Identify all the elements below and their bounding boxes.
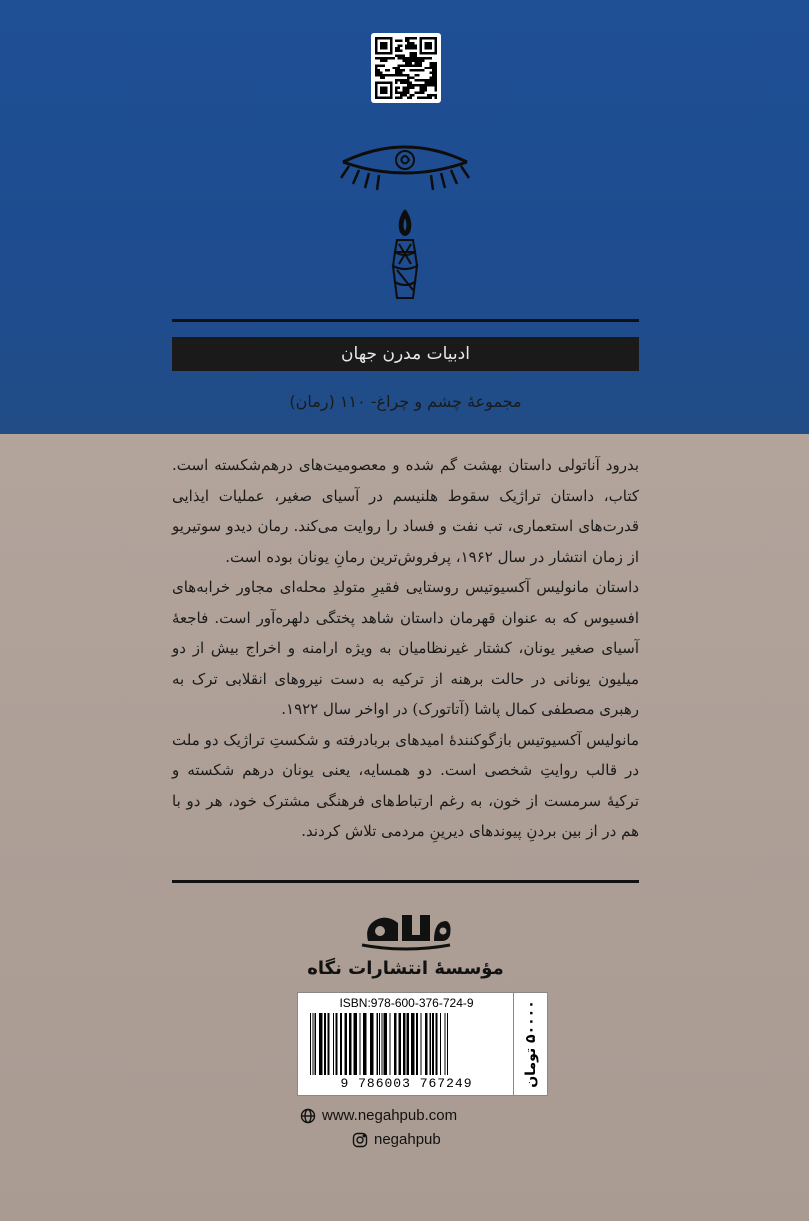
top-rule — [172, 319, 639, 322]
blurb — [172, 450, 639, 847]
blurb-paragraph: بدرود آناتولی داستان بهشت گم شده و معصومیت‌های درهم‌شکسته است. کتاب، داستان تراژیک سقوط هلنیسم در آسیای صغیر، عملیات ایذایی قدرت‌های استعماری، تب نفت و فساد را روایت می‌کند. رمان دیدو سوتیریو از زمان انتشار در سال ۱۹۶۲، پرفروش‌ترین رمانِ یونان بوده است. — [172, 456, 639, 566]
instagram-link[interactable] — [352, 1131, 572, 1148]
blurb-paragraph: مانولیس آکسیوتیس بازگوکنندهٔ امیدهای بربادرفته و شکستِ تراژیک دو ملت در قالب روایتِ شخصی است. دو همسایه، یعنی یونان درهم شکسته و ترکیهٔ سرمست از خون، به رغم ارتباط‌های فرهنگی مشترک خود، هر دو با هم در از بین بردنِ پیوندهای دیرینِ مردمی تلاش کردند. — [172, 730, 639, 840]
price: ۵۰۰۰۰ تومان — [522, 1000, 539, 1088]
instagram-icon — [352, 1132, 368, 1148]
barcode-digits: 9 786003 767249 — [340, 1076, 473, 1091]
series-banner-title: ادبیات مدرن جهان — [172, 337, 639, 371]
qr-code-icon[interactable] — [371, 33, 441, 103]
series-line: مجموعهٔ چشم و چراغ- ۱۱۰ (رمان) — [289, 392, 522, 411]
instagram-text: negahpub — [374, 1131, 441, 1148]
isbn-barcode-box — [297, 992, 514, 1096]
isbn-label: ISBN:978-600-376-724-9 — [339, 996, 474, 1010]
website-link[interactable] — [300, 1107, 520, 1124]
price-box — [514, 992, 548, 1096]
bottom-rule — [172, 880, 639, 883]
negah-logo-icon — [358, 905, 454, 953]
blurb-paragraph: داستان مانولیس آکسیوتیس روستایی فقیرِ متولدِ محله‌ای مجاور خرابه‌های افسیوس که به عنوان قهرمان داستان شاهد پختگی دلهره‌آور است. فاجعهٔ آسیای صغیر یونان، کشتار غیرنظامیان به ویژه ارامنه و اخراج بیش از دو میلیون یونانی در حالت برهنه از ترکیه به دست نیروهای انقلابی ترک به رهبری مصطفی کمال پاشا (آتاتورک) در اواخر سال ۱۹۲۲. — [172, 578, 639, 718]
publisher-name: مؤسسهٔ انتشارات نگاه — [307, 958, 504, 979]
website-text: www.negahpub.com — [322, 1107, 458, 1124]
barcode — [306, 1013, 506, 1075]
eye-and-candle-emblem-icon — [335, 140, 475, 310]
globe-icon — [300, 1108, 316, 1124]
